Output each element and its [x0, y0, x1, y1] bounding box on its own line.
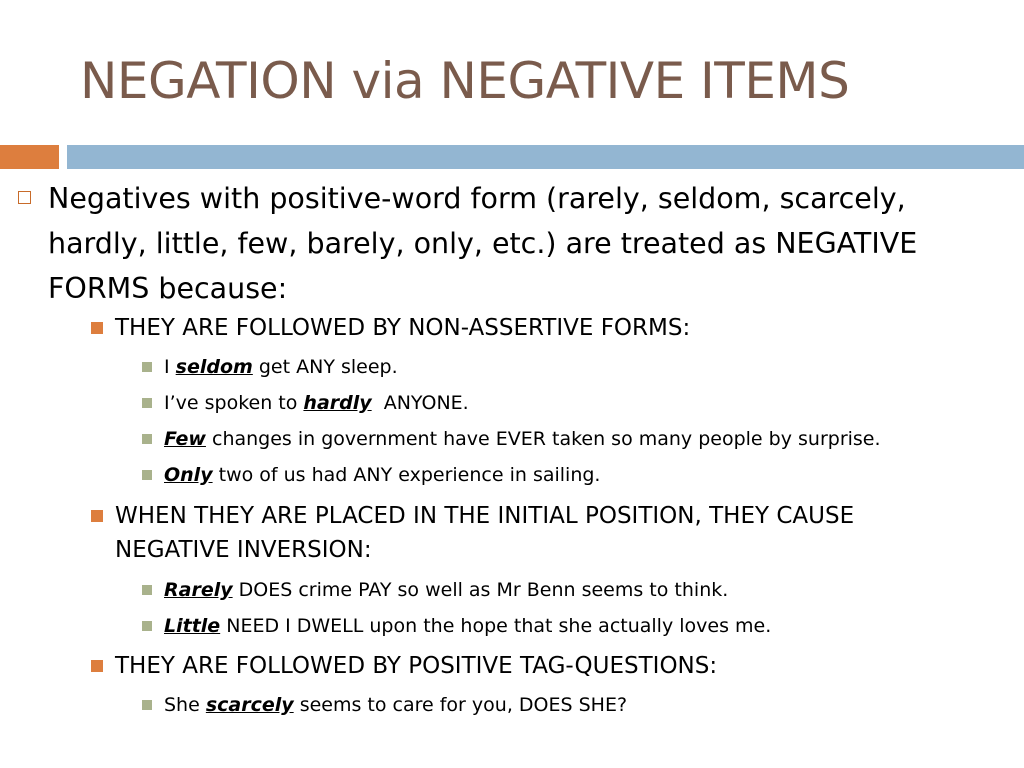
example-text: ANYONE. — [371, 392, 469, 414]
slide-title: NEGATION via NEGATIVE ITEMS — [80, 52, 850, 110]
keyword: Rarely — [164, 579, 233, 601]
square-bullet-icon — [91, 322, 103, 334]
section1-example-3 — [164, 427, 881, 451]
accent-bar-blue — [67, 145, 1024, 169]
section2-heading-line1: WHEN THEY ARE PLACED IN THE INITIAL POSITION, THEY CAUSE — [115, 503, 855, 529]
keyword: Little — [164, 615, 221, 637]
section2-example-1 — [164, 578, 728, 602]
square-bullet-icon — [142, 585, 152, 595]
square-bullet-icon — [142, 434, 152, 444]
section1-heading: THEY ARE FOLLOWED BY NON-ASSERTIVE FORMS: — [115, 315, 691, 341]
keyword: Only — [164, 464, 213, 486]
square-bullet-icon — [142, 398, 152, 408]
section2-example-2 — [164, 614, 771, 638]
keyword: hardly — [303, 392, 372, 414]
example-text: I — [164, 356, 176, 378]
example-text: NEED I DWELL upon the hope that she actually loves me. — [220, 615, 772, 637]
section2-heading — [115, 499, 854, 567]
accent-bar-orange — [0, 145, 59, 169]
square-bullet-icon — [142, 700, 152, 710]
section1-example-2 — [164, 391, 469, 415]
keyword: scarcely — [205, 694, 294, 716]
square-bullet-icon — [142, 470, 152, 480]
example-text: She — [164, 694, 206, 716]
keyword: seldom — [175, 356, 253, 378]
square-bullet-icon — [91, 660, 103, 672]
example-text: DOES crime PAY so well as Mr Benn seems to think. — [232, 579, 729, 601]
keyword: Few — [164, 428, 206, 450]
example-text: seems to care for you, DOES SHE? — [293, 694, 628, 716]
section3-heading: THEY ARE FOLLOWED BY POSITIVE TAG-QUESTIONS: — [115, 653, 718, 679]
example-text: I’ve spoken to — [164, 392, 304, 414]
square-outline-bullet-icon — [18, 191, 31, 204]
example-text: changes in government have EVER taken so many people by surprise. — [205, 428, 881, 450]
example-text: two of us had ANY experience in sailing. — [212, 464, 601, 486]
main-point-text: Negatives with positive-word form (rarely, seldom, scarcely, hardly, little, few, barely, only, etc.) are treated as NEGATIVE FORMS because: — [48, 182, 918, 305]
square-bullet-icon — [91, 510, 103, 522]
section1-example-4 — [164, 463, 600, 487]
section3-example-1 — [164, 693, 627, 717]
square-bullet-icon — [142, 362, 152, 372]
example-text: get ANY sleep. — [252, 356, 398, 378]
section2-heading-line2: NEGATIVE INVERSION: — [115, 537, 372, 563]
section1-example-1 — [164, 355, 398, 379]
square-bullet-icon — [142, 621, 152, 631]
